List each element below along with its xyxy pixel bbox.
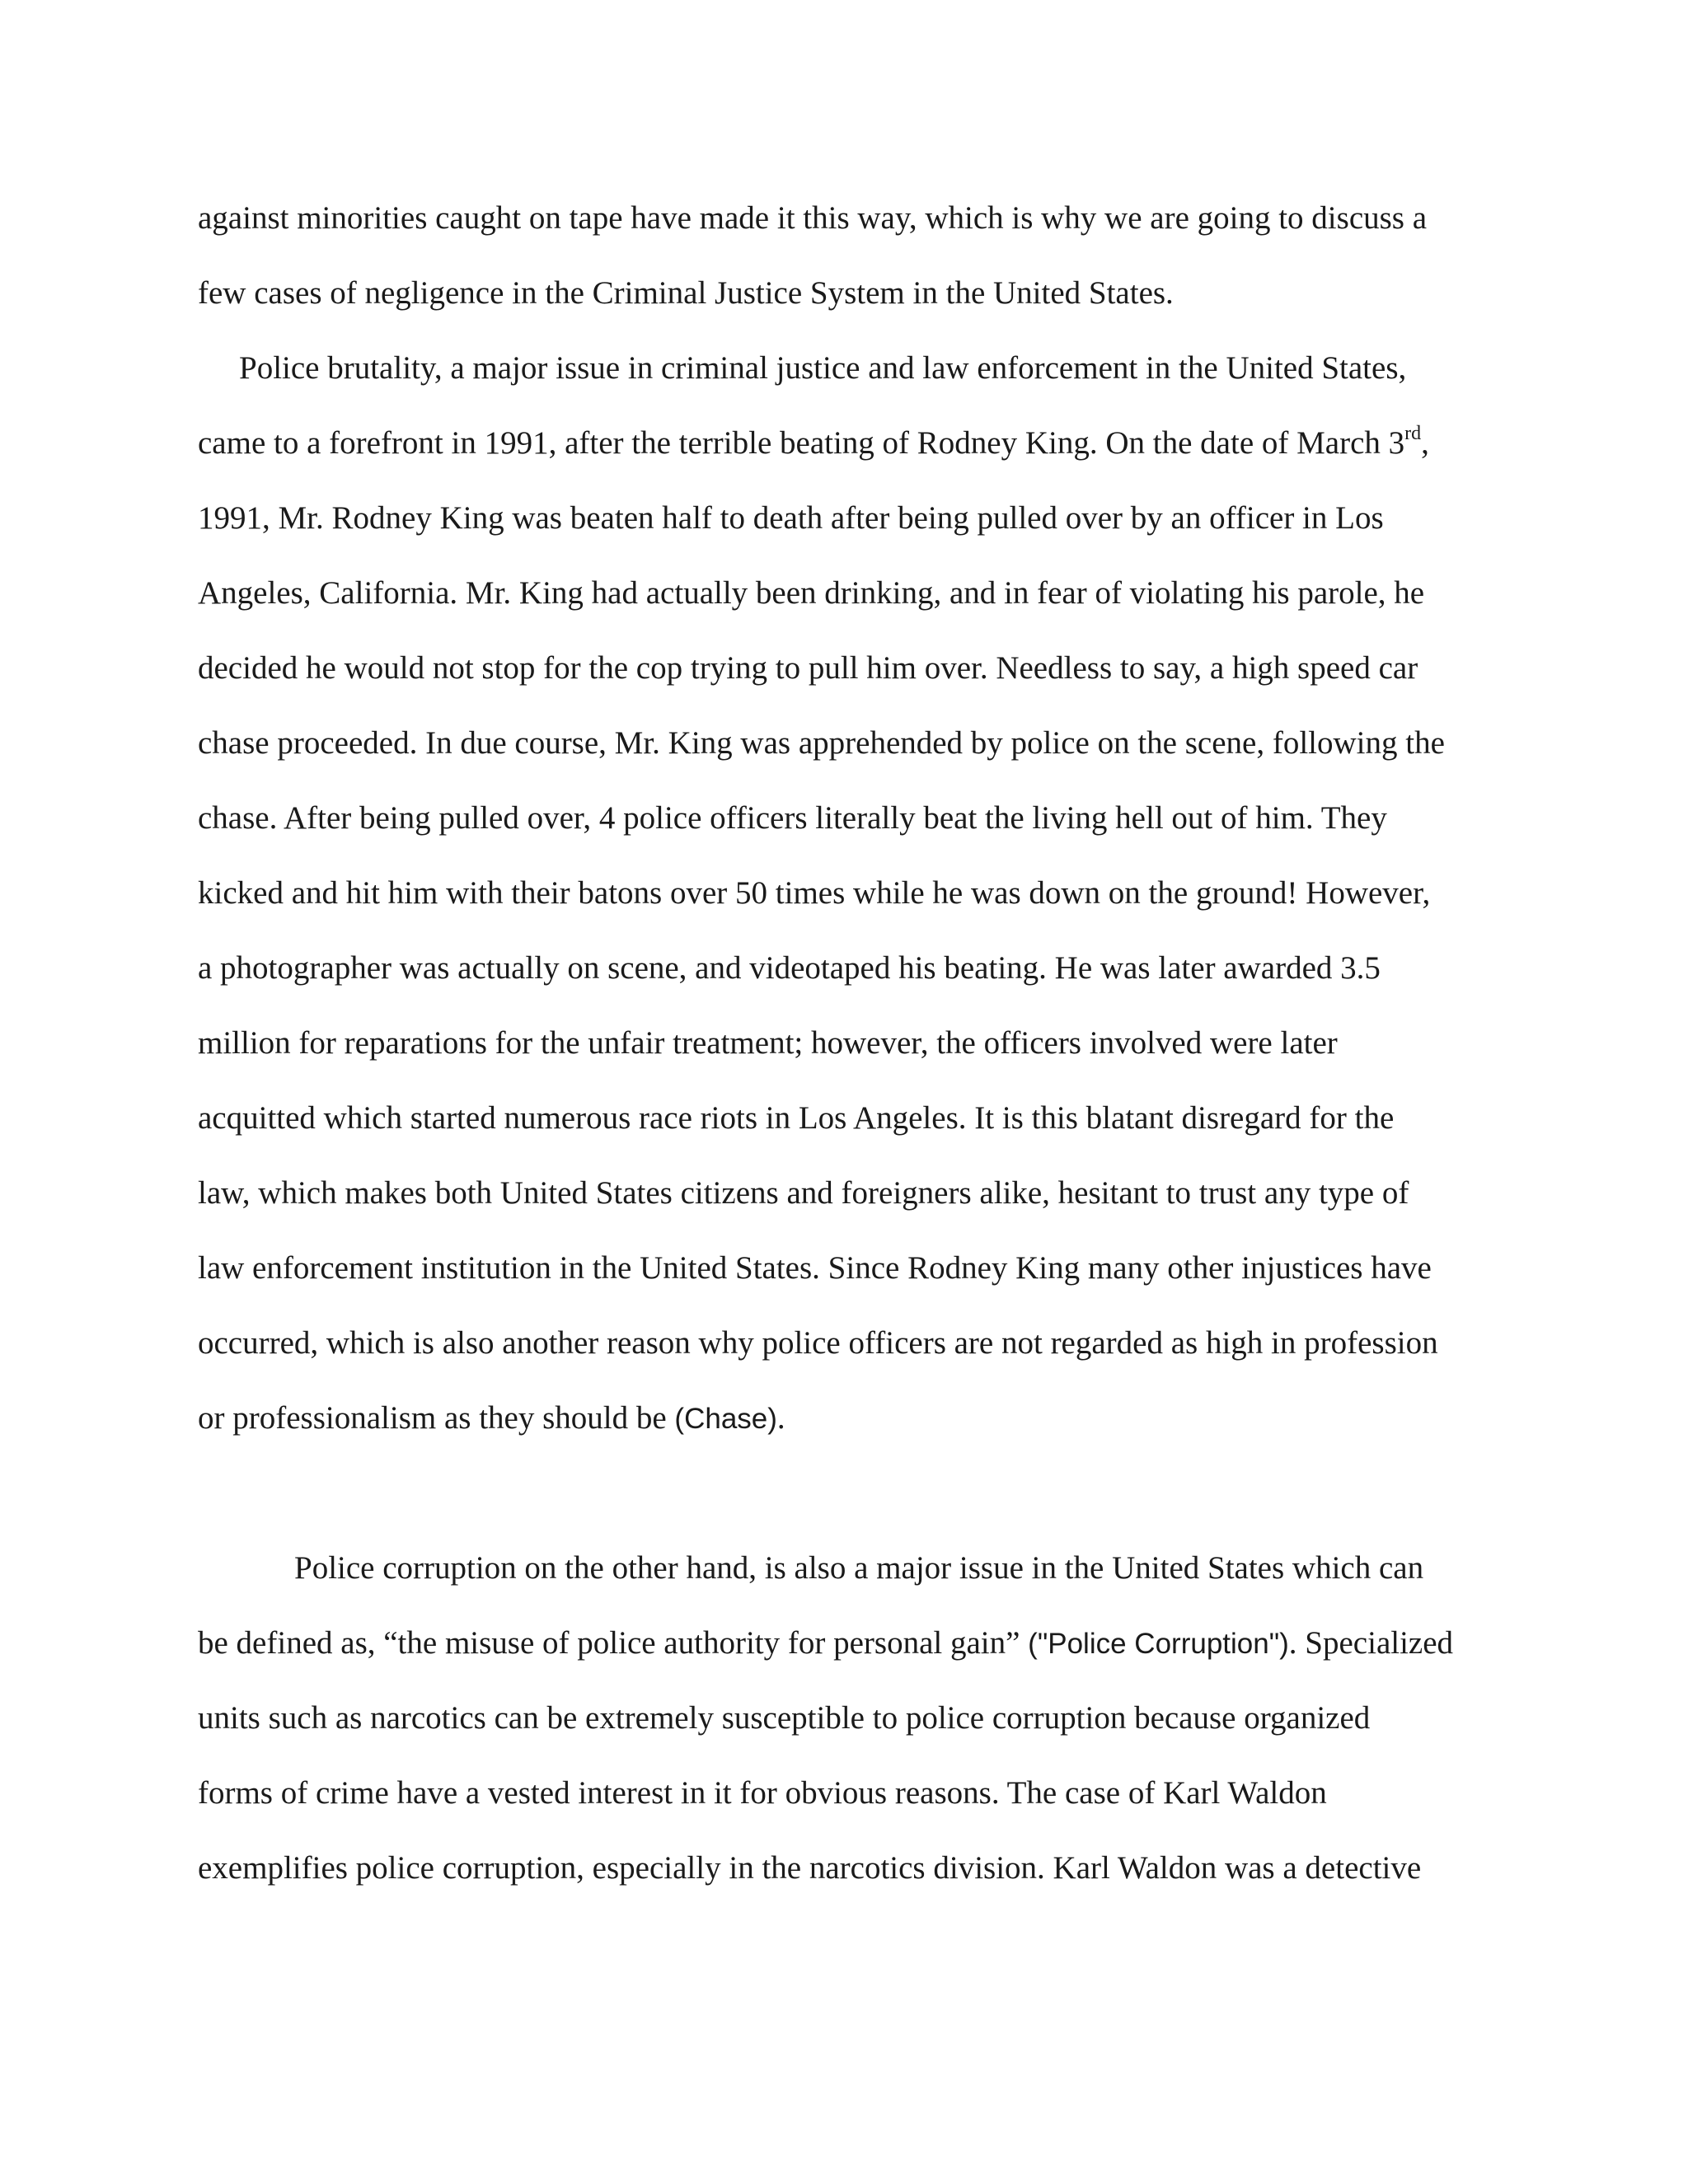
text-line bbox=[198, 423, 1429, 461]
text-line bbox=[198, 1627, 1453, 1659]
text-line: law, which makes both United States citizens and foreigners alike, hesitant to trust any type of bbox=[198, 1175, 1409, 1211]
text-line bbox=[198, 1402, 785, 1434]
text-line: acquitted which started numerous race riots in Los Angeles. It is this blatant disregard for the bbox=[198, 1100, 1395, 1136]
citation: ("Police Corruption") bbox=[1028, 1628, 1289, 1660]
text-line: units such as narcotics can be extremely susceptible to police corruption because organized bbox=[198, 1700, 1371, 1736]
text-line: Angeles, California. Mr. King had actually been drinking, and in fear of violating his parole, he bbox=[198, 575, 1425, 611]
text-line: kicked and hit him with their batons over 50 times while he was down on the ground! However, bbox=[198, 875, 1431, 911]
text-line: 1991, Mr. Rodney King was beaten half to death after being pulled over by an officer in Los bbox=[198, 500, 1384, 536]
text-line: exemplifies police corruption, especially in the narcotics division. Karl Waldon was a detective bbox=[198, 1850, 1422, 1886]
text-line: against minorities caught on tape have made it this way, which is why we are going to discuss a bbox=[198, 200, 1428, 236]
text-segment: . Specialized bbox=[1288, 1625, 1454, 1661]
text-segment: be defined as, “the misuse of police authority for personal gain” bbox=[198, 1625, 1029, 1661]
text-segment: came to a forefront in 1991, after the terrible beating of Rodney King. On the date of March 3 bbox=[198, 425, 1405, 461]
text-line: occurred, which is also another reason why police officers are not regarded as high in profession bbox=[198, 1325, 1438, 1361]
ordinal-superscript: rd bbox=[1404, 423, 1422, 444]
text-line: law enforcement institution in the United States. Since Rodney King many other injustices have bbox=[198, 1250, 1432, 1286]
text-line: million for reparations for the unfair treatment; however, the officers involved were later bbox=[198, 1025, 1338, 1061]
paragraph-start-line: Police corruption on the other hand, is also a major issue in the United States which can bbox=[294, 1550, 1424, 1586]
text-line: chase proceeded. In due course, Mr. King was apprehended by police on the scene, following the bbox=[198, 725, 1445, 761]
text-line: a photographer was actually on scene, and videotaped his beating. He was later awarded 3.5 bbox=[198, 950, 1381, 986]
text-segment: or professionalism as they should be bbox=[198, 1400, 675, 1436]
text-segment: . bbox=[776, 1400, 785, 1436]
text-segment: , bbox=[1421, 425, 1429, 461]
text-line: few cases of negligence in the Criminal Justice System in the United States. bbox=[198, 275, 1174, 311]
paragraph-start-line: Police brutality, a major issue in criminal justice and law enforcement in the United States, bbox=[239, 350, 1407, 386]
citation: (Chase) bbox=[674, 1403, 777, 1435]
text-line: forms of crime have a vested interest in it for obvious reasons. The case of Karl Waldon bbox=[198, 1775, 1327, 1811]
text-line: decided he would not stop for the cop trying to pull him over. Needless to say, a high speed car bbox=[198, 650, 1418, 686]
text-line: chase. After being pulled over, 4 police officers literally beat the living hell out of him. They bbox=[198, 800, 1387, 836]
